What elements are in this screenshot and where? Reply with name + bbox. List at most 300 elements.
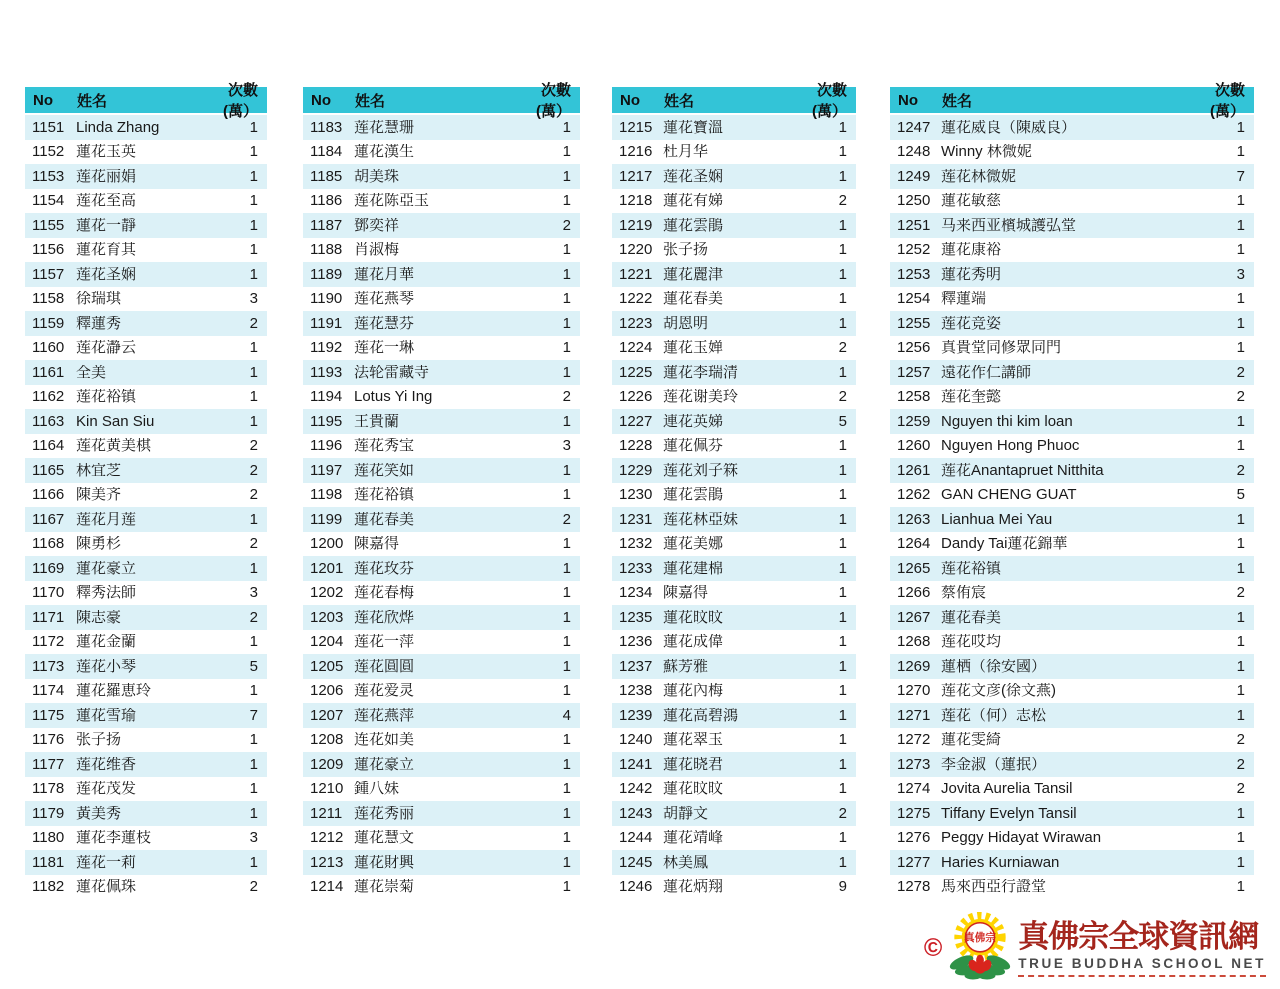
cell-no: 1271 <box>897 706 931 724</box>
cell-name: 莲花陈亞玉 <box>354 193 430 209</box>
cell-no: 1259 <box>897 412 931 430</box>
table-row <box>25 458 267 483</box>
cell-count: 1 <box>562 682 571 700</box>
cell-no: 1171 <box>32 608 65 626</box>
table-row <box>303 703 580 728</box>
cell-count: 1 <box>838 657 847 675</box>
cell-name: 蓮花晓君 <box>663 756 724 772</box>
cell-no: 1190 <box>310 290 343 308</box>
cell-count: 2 <box>249 461 258 479</box>
cell-count: 1 <box>249 388 258 406</box>
cell-name: 蓮花佩芬 <box>663 438 724 454</box>
cell-name: 蓮花慧文 <box>354 830 415 846</box>
column-header-name: 姓名 <box>355 92 386 110</box>
cell-count: 1 <box>838 584 847 602</box>
cell-name: 胡恩明 <box>663 315 709 331</box>
cell-no: 1191 <box>310 314 343 332</box>
cell-count: 1 <box>1236 216 1245 234</box>
column-header-count: 次數(萬） <box>812 82 847 120</box>
cell-no: 1216 <box>619 143 653 161</box>
cell-name: 莲花一萍 <box>354 634 415 650</box>
cell-name: 蓮花李瑞清 <box>663 364 739 380</box>
cell-count: 5 <box>1236 486 1245 504</box>
cell-count: 1 <box>562 780 571 798</box>
table-row <box>890 630 1254 655</box>
table-row <box>25 728 267 753</box>
cell-no: 1235 <box>619 608 653 626</box>
cell-count: 2 <box>1236 731 1245 749</box>
cell-no: 1267 <box>897 608 931 626</box>
table-row <box>25 287 267 312</box>
table-row <box>612 336 856 361</box>
table-row <box>890 287 1254 312</box>
cell-no: 1229 <box>619 461 653 479</box>
cell-name: 莲花（何）志松 <box>941 707 1047 723</box>
cell-count: 1 <box>249 853 258 871</box>
table-row <box>25 679 267 704</box>
cell-count: 1 <box>562 265 571 283</box>
table-row <box>303 875 580 900</box>
cell-name: 马来西亚檳城護弘堂 <box>941 217 1077 233</box>
cell-count: 2 <box>249 878 258 896</box>
table-row <box>303 679 580 704</box>
table-row <box>612 262 856 287</box>
cell-no: 1197 <box>310 461 343 479</box>
cell-name: 李金淑（蓮抿） <box>941 756 1047 772</box>
table-row <box>612 434 856 459</box>
cell-count: 2 <box>1236 388 1245 406</box>
cell-no: 1157 <box>32 265 65 283</box>
table-row <box>890 507 1254 532</box>
table-row <box>890 409 1254 434</box>
cell-count: 1 <box>562 608 571 626</box>
table-row <box>25 213 267 238</box>
cell-count: 1 <box>249 510 258 528</box>
true-buddha-school-emblem-icon <box>949 912 1011 985</box>
cell-count: 1 <box>249 412 258 430</box>
cell-name: 陳志豪 <box>76 609 122 625</box>
table-row <box>303 728 580 753</box>
cell-no: 1241 <box>619 755 653 773</box>
table-row <box>890 483 1254 508</box>
table-row <box>303 164 580 189</box>
table-row <box>25 605 267 630</box>
cell-count: 1 <box>249 265 258 283</box>
cell-no: 1175 <box>32 706 65 724</box>
table-row <box>612 507 856 532</box>
cell-no: 1161 <box>32 363 65 381</box>
cell-no: 1222 <box>619 290 653 308</box>
cell-count: 2 <box>249 437 258 455</box>
cell-count: 1 <box>1236 706 1245 724</box>
cell-no: 1158 <box>32 290 65 308</box>
cell-no: 1169 <box>32 559 65 577</box>
cell-name: 蓮栖（徐安國） <box>941 658 1047 674</box>
cell-no: 1228 <box>619 437 653 455</box>
table-row <box>612 875 856 900</box>
cell-name: 胡美珠 <box>354 168 400 184</box>
table-header-row <box>303 82 580 120</box>
cell-count: 1 <box>562 118 571 136</box>
table-row <box>303 336 580 361</box>
cell-no: 1198 <box>310 486 343 504</box>
cell-no: 1278 <box>897 878 931 896</box>
cell-no: 1251 <box>897 216 931 234</box>
cell-no: 1154 <box>32 192 65 210</box>
cell-no: 1176 <box>32 731 65 749</box>
table-row <box>890 336 1254 361</box>
cell-name: 徐瑞琪 <box>76 291 122 307</box>
cell-name: 蓮花雪瑜 <box>76 707 137 723</box>
cell-no: 1215 <box>619 118 653 136</box>
cell-count: 1 <box>562 559 571 577</box>
cell-count: 4 <box>562 706 571 724</box>
cell-count: 2 <box>1236 780 1245 798</box>
cell-name: 连花如美 <box>354 732 415 748</box>
cell-no: 1250 <box>897 192 931 210</box>
table-row <box>890 385 1254 410</box>
cell-count: 1 <box>249 339 258 357</box>
cell-name: Lianhua Mei Yau <box>941 511 1053 527</box>
cell-no: 1170 <box>32 584 65 602</box>
cell-name: 莲花黄美棋 <box>76 438 152 454</box>
cell-name: 蓮花一靜 <box>76 217 137 233</box>
cell-count: 2 <box>1236 755 1245 773</box>
cell-count: 2 <box>838 804 847 822</box>
cell-count: 1 <box>1236 633 1245 651</box>
table-row <box>25 140 267 165</box>
cell-no: 1257 <box>897 363 931 381</box>
cell-name: 釋蓮端 <box>941 291 987 307</box>
table-row <box>890 189 1254 214</box>
cell-no: 1244 <box>619 829 653 847</box>
cell-count: 1 <box>838 608 847 626</box>
logo-chinese-title: 真佛宗全球資訊網 <box>1018 919 1259 956</box>
cell-no: 1223 <box>619 314 653 332</box>
cell-no: 1225 <box>619 363 653 381</box>
cell-no: 1201 <box>310 559 344 577</box>
cell-name: 蓮花成偉 <box>663 634 724 650</box>
cell-name: 莲花一琳 <box>354 340 415 356</box>
cell-no: 1177 <box>32 755 65 773</box>
table-row <box>612 164 856 189</box>
cell-count: 1 <box>1236 314 1245 332</box>
table-row <box>890 752 1254 777</box>
cell-name: 蓮花豪立 <box>76 560 137 576</box>
cell-name: 蓮花金蘭 <box>76 634 137 650</box>
table-row <box>25 311 267 336</box>
cell-name: 蓮花有娣 <box>663 193 724 209</box>
cell-name: 莲花Anantapruet Nitthita <box>941 462 1104 478</box>
cell-no: 1253 <box>897 265 931 283</box>
cell-no: 1187 <box>310 216 343 234</box>
cell-count: 1 <box>249 559 258 577</box>
cell-no: 1184 <box>310 143 343 161</box>
column-header-count: 次數(萬） <box>536 82 571 120</box>
cell-no: 1248 <box>897 143 931 161</box>
cell-no: 1231 <box>619 510 653 528</box>
cell-count: 1 <box>838 486 847 504</box>
cell-no: 1178 <box>32 780 65 798</box>
column-header-no: No <box>620 91 640 109</box>
cell-count: 1 <box>838 167 847 185</box>
cell-name: Haries Kurniawan <box>941 854 1060 870</box>
column-header-name: 姓名 <box>664 92 695 110</box>
cell-no: 1217 <box>619 167 653 185</box>
cell-no: 1227 <box>619 412 653 430</box>
cell-no: 1224 <box>619 339 653 357</box>
cell-count: 2 <box>562 388 571 406</box>
cell-name: 蓮花威良（陳威良） <box>941 119 1077 135</box>
cell-name: 蓮花旼旼 <box>663 781 724 797</box>
table-row <box>890 605 1254 630</box>
cell-no: 1186 <box>310 192 343 210</box>
table-row <box>25 826 267 851</box>
table-row <box>303 287 580 312</box>
table-row <box>890 703 1254 728</box>
cell-name: 莲花奎懿 <box>941 389 1002 405</box>
cell-name: 真貴堂同修眾同門 <box>941 340 1062 356</box>
cell-count: 1 <box>562 755 571 773</box>
cell-name: 莲花玫芬 <box>354 560 415 576</box>
cell-count: 1 <box>1236 878 1245 896</box>
cell-count: 7 <box>1236 167 1245 185</box>
cell-no: 1239 <box>619 706 653 724</box>
table-row <box>890 679 1254 704</box>
cell-count: 3 <box>562 437 571 455</box>
cell-no: 1174 <box>32 682 65 700</box>
table-row <box>890 581 1254 606</box>
cell-count: 1 <box>1236 437 1245 455</box>
cell-count: 1 <box>1236 559 1245 577</box>
cell-name: 連花英娣 <box>663 413 724 429</box>
column-header-no: No <box>311 91 331 109</box>
table-row <box>303 556 580 581</box>
cell-name: 釋秀法師 <box>76 585 137 601</box>
cell-no: 1180 <box>32 829 65 847</box>
cell-no: 1242 <box>619 780 653 798</box>
cell-name: 蓮花豪立 <box>354 756 415 772</box>
cell-name: 莲花燕琴 <box>354 291 415 307</box>
cell-no: 1185 <box>310 167 343 185</box>
table-row <box>303 581 580 606</box>
cell-no: 1218 <box>619 192 653 210</box>
cell-name: 蓮花敏慈 <box>941 193 1002 209</box>
table-row <box>890 801 1254 826</box>
cell-name: 蓮花美娜 <box>663 536 724 552</box>
cell-no: 1211 <box>310 804 343 822</box>
cell-name: 蓮花春美 <box>663 291 724 307</box>
table-row <box>612 360 856 385</box>
table-row <box>612 850 856 875</box>
cell-count: 1 <box>562 584 571 602</box>
cell-count: 1 <box>562 633 571 651</box>
table-row <box>890 654 1254 679</box>
cell-count: 1 <box>1236 829 1245 847</box>
cell-no: 1261 <box>897 461 931 479</box>
cell-count: 3 <box>249 829 258 847</box>
cell-name: 黃美秀 <box>76 805 122 821</box>
table-row <box>303 826 580 851</box>
logo-english-title: TRUE BUDDHA SCHOOL NET <box>1018 956 1266 977</box>
cell-count: 1 <box>1236 853 1245 871</box>
table-row <box>890 826 1254 851</box>
table-header-row <box>612 82 856 120</box>
cell-name: 蓮花崇菊 <box>354 879 415 895</box>
column-header-no: No <box>33 91 53 109</box>
table-row <box>303 850 580 875</box>
cell-name: 蓮花翠玉 <box>663 732 724 748</box>
cell-count: 1 <box>562 143 571 161</box>
cell-name: 蓮花月華 <box>354 266 415 282</box>
table-row <box>612 605 856 630</box>
table-row <box>25 752 267 777</box>
table-row <box>303 311 580 336</box>
table-row <box>890 360 1254 385</box>
cell-count: 1 <box>838 755 847 773</box>
cell-count: 2 <box>249 486 258 504</box>
cell-count: 2 <box>562 510 571 528</box>
cell-name: Dandy Tai蓮花錦華 <box>941 536 1068 552</box>
cell-count: 1 <box>1236 118 1245 136</box>
table-row <box>890 262 1254 287</box>
cell-name: 蓮花寶溫 <box>663 119 724 135</box>
cell-no: 1264 <box>897 535 931 553</box>
cell-name: Kin San Siu <box>76 413 155 429</box>
cell-count: 1 <box>562 192 571 210</box>
cell-name: 蓮花育其 <box>76 242 137 258</box>
copyright-icon: © <box>923 934 943 962</box>
cell-name: 张子扬 <box>663 242 709 258</box>
donation-table-1 <box>25 82 267 899</box>
cell-name: Peggy Hidayat Wirawan <box>941 830 1102 846</box>
cell-count: 1 <box>1236 608 1245 626</box>
cell-name: 莲花燕萍 <box>354 707 415 723</box>
cell-count: 1 <box>562 412 571 430</box>
cell-no: 1203 <box>310 608 344 626</box>
cell-name: 釋蓮秀 <box>76 315 122 331</box>
cell-name: 莲花谢美玲 <box>663 389 739 405</box>
cell-count: 1 <box>249 633 258 651</box>
cell-count: 3 <box>249 584 258 602</box>
cell-no: 1212 <box>310 829 344 847</box>
cell-count: 1 <box>838 241 847 259</box>
cell-name: 遠花作仁講師 <box>941 364 1032 380</box>
table-row <box>612 483 856 508</box>
cell-no: 1168 <box>32 535 65 553</box>
table-row <box>25 556 267 581</box>
cell-no: 1277 <box>897 853 931 871</box>
cell-no: 1153 <box>32 167 65 185</box>
cell-no: 1276 <box>897 829 931 847</box>
cell-no: 1167 <box>32 510 65 528</box>
cell-count: 1 <box>562 878 571 896</box>
cell-count: 2 <box>1236 461 1245 479</box>
table-row <box>890 728 1254 753</box>
cell-count: 1 <box>1236 657 1245 675</box>
table-row <box>890 532 1254 557</box>
cell-name: 鍾八妹 <box>354 781 400 797</box>
table-row <box>25 850 267 875</box>
cell-no: 1209 <box>310 755 344 773</box>
cell-no: 1263 <box>897 510 931 528</box>
cell-name: 蓮花靖峰 <box>663 830 724 846</box>
cell-no: 1214 <box>310 878 344 896</box>
cell-no: 1210 <box>310 780 344 798</box>
cell-name: 陳嘉得 <box>354 536 400 552</box>
cell-count: 1 <box>249 755 258 773</box>
cell-count: 2 <box>249 314 258 332</box>
table-row <box>612 581 856 606</box>
cell-count: 1 <box>838 363 847 381</box>
cell-no: 1268 <box>897 633 931 651</box>
cell-no: 1164 <box>32 437 65 455</box>
cell-count: 1 <box>562 486 571 504</box>
cell-count: 1 <box>838 535 847 553</box>
cell-count: 2 <box>1236 584 1245 602</box>
cell-no: 1237 <box>619 657 653 675</box>
column-header-count: 次數(萬） <box>1210 82 1245 120</box>
cell-no: 1208 <box>310 731 344 749</box>
cell-count: 2 <box>838 192 847 210</box>
table-row <box>303 189 580 214</box>
cell-count: 1 <box>249 780 258 798</box>
cell-name: 莲花瀞云 <box>76 340 137 356</box>
cell-name: 莲花欣烨 <box>354 609 415 625</box>
cell-name: 莲花林微妮 <box>941 168 1017 184</box>
cell-no: 1258 <box>897 388 931 406</box>
cell-count: 1 <box>562 314 571 332</box>
cell-count: 1 <box>562 363 571 381</box>
cell-count: 1 <box>249 167 258 185</box>
cell-name: 王貴蘭 <box>354 413 400 429</box>
cell-name: Nguyen Hong Phuoc <box>941 438 1080 454</box>
cell-name: 蘇芳雅 <box>663 658 709 674</box>
cell-no: 1151 <box>32 118 65 136</box>
cell-name: 莲花圓圓 <box>354 658 415 674</box>
table-row <box>612 213 856 238</box>
table-row <box>25 630 267 655</box>
cell-count: 1 <box>249 682 258 700</box>
cell-name: Jovita Aurelia Tansil <box>941 781 1073 797</box>
cell-count: 1 <box>838 216 847 234</box>
cell-name: Nguyen thi kim loan <box>941 413 1073 429</box>
cell-no: 1252 <box>897 241 931 259</box>
cell-no: 1206 <box>310 682 344 700</box>
cell-count: 3 <box>1236 265 1245 283</box>
table-row <box>25 189 267 214</box>
cell-name: 蓮花旼旼 <box>663 609 724 625</box>
table-row <box>303 801 580 826</box>
cell-count: 1 <box>249 241 258 259</box>
donation-table-3 <box>612 82 856 899</box>
cell-name: 张子扬 <box>76 732 122 748</box>
cell-no: 1236 <box>619 633 653 651</box>
cell-no: 1226 <box>619 388 653 406</box>
table-header-row <box>25 82 267 120</box>
cell-count: 2 <box>249 608 258 626</box>
table-row <box>612 826 856 851</box>
cell-count: 1 <box>1236 339 1245 357</box>
table-row <box>25 507 267 532</box>
cell-no: 1220 <box>619 241 653 259</box>
cell-no: 1192 <box>310 339 343 357</box>
table-row <box>890 434 1254 459</box>
cell-count: 1 <box>838 853 847 871</box>
cell-count: 1 <box>249 363 258 381</box>
table-row <box>890 164 1254 189</box>
cell-name: 蓮花內梅 <box>663 683 724 699</box>
